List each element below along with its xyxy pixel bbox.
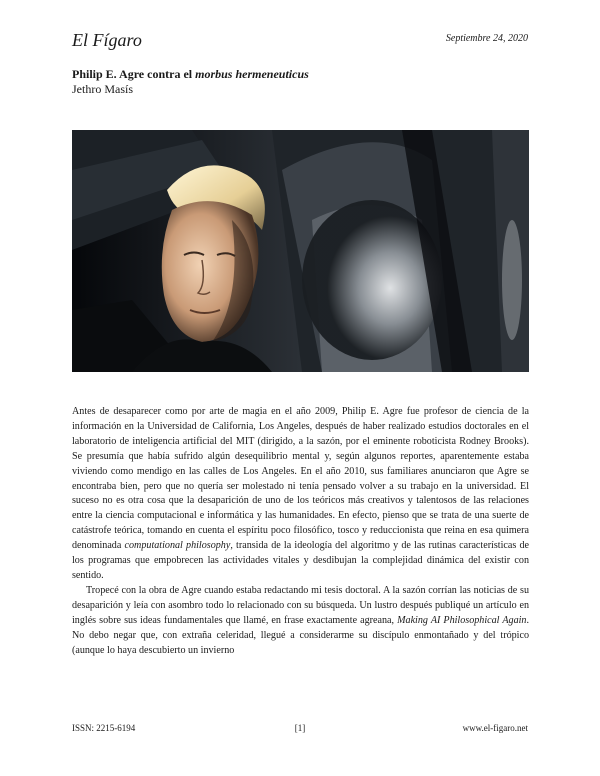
paragraph-2-text-a: Tropecé con la obra de Agre cuando estaba redactando mi tesis doctoral. A la sazón corrían las noticias de su desaparición y leía con asombro todo lo relacionado con su búsqueda. Un lustro después publiqué un artículo en inglés sobre sus ideas fundamentales que llamé, en frase exactamente agreana,: [72, 584, 529, 626]
publication-date: Septiembre 24, 2020: [445, 33, 528, 44]
portrait-photo: [72, 130, 529, 372]
masthead: El Fígaro: [72, 30, 142, 50]
article-title: [72, 67, 309, 82]
footer-page-number: [1]: [294, 723, 306, 733]
article-body: [72, 405, 529, 658]
article-author: Jethro Masís: [72, 82, 133, 96]
footer-url: www.el-figaro.net: [462, 723, 528, 733]
paragraph-1-italic: computational philosophy: [124, 540, 231, 552]
title-italic: morbus hermeneuticus: [195, 67, 309, 81]
footer-issn: ISSN: 2215-6194: [72, 723, 136, 733]
title-text: Philip E. Agre contra el: [72, 67, 196, 81]
paragraph-2-italic: Making AI Philosophical Again: [397, 614, 527, 626]
paragraph-2-text-b: . No debo negar que, con extraña celeridad, llegué a considerarme su discípulo enmontañado y del trópico (aunque lo haya descubierto un invierno: [72, 614, 529, 656]
paragraph-2: [72, 584, 529, 659]
paragraph-1-text-a: Antes de desaparecer como por arte de magia en el año 2009, Philip E. Agre fue profesor de ciencia de la información en la Universidad de California, Los Angeles, después de haber realizado estudios doctorales en el laboratorio de inteligencia artificial del MIT (dirigido, a la sazón, por el eminente roboticista Rodney Brooks). Se presumía que había sufrido algún desequilibrio mental y, según algunos reportes, aparentemente estaba viviendo como mendigo en las calles de Los Angeles. En el año 2010, sus familiares anunciaron que Agre se encontraba bien, pero que no quería ser molestado ni tenía pensado volver a su trabajo en la universidad. El suceso no es otra cosa que la desaparición de uno de los teóricos más creativos y talentosos de las relaciones entre la ciencia computacional e informática y las humanidades. En efecto, pienso que se trata de una suerte de catástrofe teórica, tomando en cuenta el espíritu poco filosófico, tosco y reduccionista que reina en esa quimera denominada: [72, 406, 529, 552]
paragraph-1: [72, 405, 529, 584]
paragraph-1-text-b: , transida de la ideología del algoritmo y de las rutinas características de los programas que empobrecen las actividades vitales y desdibujan la complejidad dinámica del existir con sentido.: [72, 540, 530, 581]
